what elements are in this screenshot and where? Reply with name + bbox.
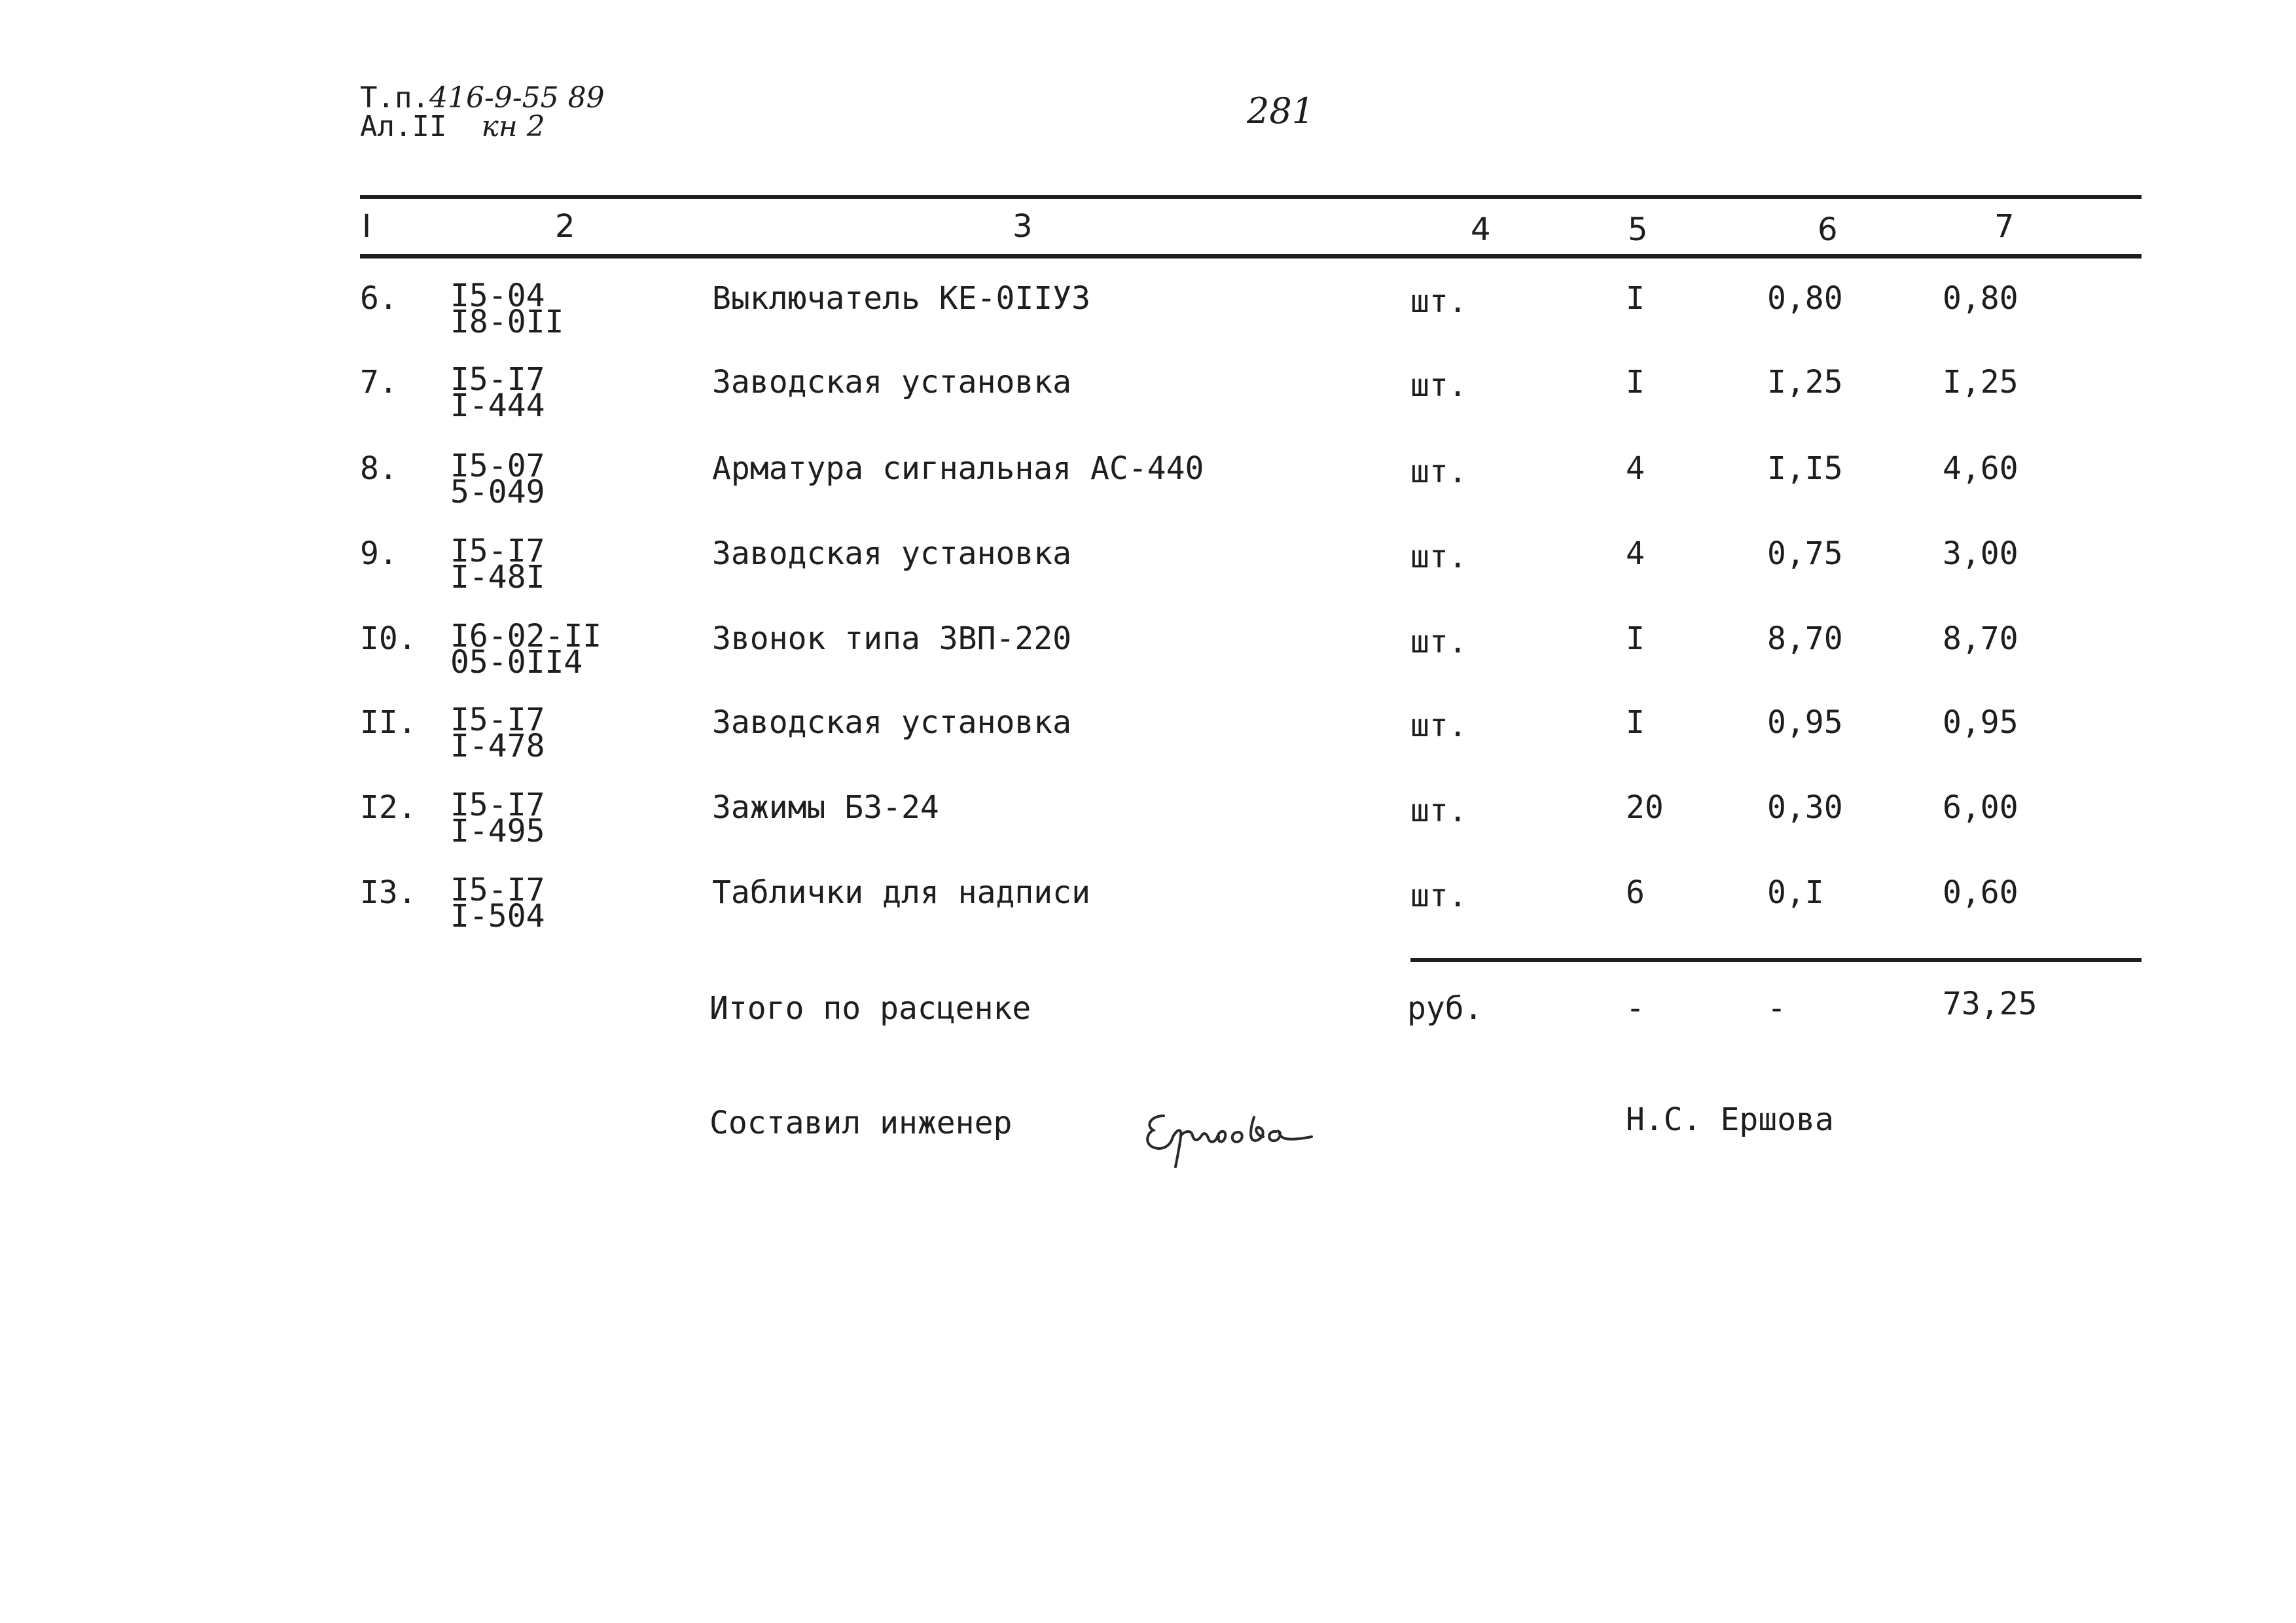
unit-price: 0,95 <box>1767 704 1843 741</box>
album-reference <box>360 110 545 143</box>
rate-code <box>450 618 602 681</box>
album-reference-handwritten: кн 2 <box>481 110 545 143</box>
rate-code-line-1: I5-07 <box>450 448 545 484</box>
rate-code <box>450 533 545 596</box>
column-header-6: 6 <box>1818 211 1838 248</box>
unit-price: 0,I <box>1767 874 1824 911</box>
doc-reference <box>360 81 605 115</box>
row-total: 3,00 <box>1943 535 2018 572</box>
item-name: Заводская установка <box>712 704 1072 741</box>
unit: шт. <box>1410 454 1467 490</box>
rate-code <box>450 277 564 340</box>
rate-code-line-2: I-444 <box>450 387 545 424</box>
rate-code-line-2: 5-049 <box>450 474 545 510</box>
rate-code <box>450 787 545 849</box>
quantity: I <box>1626 620 1645 657</box>
compiler-name: Н.С. Ершова <box>1626 1101 1834 1138</box>
total-separator-rule <box>1410 958 2142 962</box>
unit: шт. <box>1410 793 1467 829</box>
item-name: Выключатель КЕ-0IIУ3 <box>712 280 1090 317</box>
rate-code-line-2: I-504 <box>450 898 545 935</box>
row-total: I,25 <box>1943 364 2018 401</box>
row-number: II. <box>360 704 417 741</box>
column-header-3: 3 <box>1013 208 1033 245</box>
quantity: 4 <box>1626 450 1645 487</box>
rate-code-line-2: I-48I <box>450 559 545 596</box>
unit-price: 0,75 <box>1767 535 1843 572</box>
rate-code <box>450 448 545 510</box>
unit: шт. <box>1410 367 1467 404</box>
table-top-rule <box>360 195 2142 199</box>
unit: шт. <box>1410 878 1467 914</box>
rate-code-line-1: I5-04 <box>450 277 545 314</box>
header-bottom-rule <box>360 254 2142 259</box>
quantity: 20 <box>1626 789 1664 826</box>
item-name: Звонок типа ЗВП-220 <box>712 620 1072 657</box>
item-name: Заводская установка <box>712 535 1072 572</box>
row-number: 7. <box>360 364 398 401</box>
row-number: 6. <box>360 280 398 317</box>
column-header-5: 5 <box>1628 211 1648 248</box>
rate-code <box>450 361 545 424</box>
quantity: I <box>1626 364 1645 401</box>
row-number: I0. <box>360 620 417 657</box>
item-name: Заводская установка <box>712 364 1072 401</box>
rate-code <box>450 872 545 935</box>
compiled-by-label: Составил инженер <box>709 1105 1013 1141</box>
column-header-7: 7 <box>1994 208 2015 245</box>
column-header-4: 4 <box>1471 211 1491 248</box>
rate-code-line-1: I5-I7 <box>450 787 545 823</box>
rate-code-line-1: I5-I7 <box>450 361 545 398</box>
quantity: I <box>1626 704 1645 741</box>
row-number: I3. <box>360 874 417 911</box>
row-number: 9. <box>360 535 398 572</box>
signature <box>1139 1096 1316 1168</box>
unit-price: I,25 <box>1767 364 1843 401</box>
row-number: 8. <box>360 450 398 487</box>
row-number: I2. <box>360 789 417 826</box>
unit: шт. <box>1410 283 1467 320</box>
unit: шт. <box>1410 624 1467 660</box>
total-unit-price: - <box>1767 990 1786 1027</box>
row-total: 8,70 <box>1943 620 2018 657</box>
unit-price: 8,70 <box>1767 620 1843 657</box>
item-name: Зажимы БЗ-24 <box>712 789 939 826</box>
quantity: I <box>1626 280 1645 317</box>
row-total: 0,80 <box>1943 280 2018 317</box>
quantity: 4 <box>1626 535 1645 572</box>
total-unit: руб. <box>1407 990 1483 1027</box>
total-label: Итого по расценке <box>709 990 1031 1027</box>
unit: шт. <box>1410 539 1467 575</box>
doc-reference-handwritten: 416-9-55 89 <box>429 81 605 115</box>
item-name: Арматура сигнальная АС-440 <box>712 450 1204 487</box>
unit-price: 0,30 <box>1767 789 1843 826</box>
item-name: Таблички для надписи <box>712 874 1090 911</box>
unit-price: I,I5 <box>1767 450 1843 487</box>
rate-code-line-1: I5-I7 <box>450 533 545 569</box>
rate-code-line-1: I6-02-II <box>450 618 602 654</box>
quantity: 6 <box>1626 874 1645 911</box>
unit-price: 0,80 <box>1767 280 1843 317</box>
rate-code-line-2: I-495 <box>450 813 545 849</box>
row-total: 4,60 <box>1943 450 2018 487</box>
row-total: 0,95 <box>1943 704 2018 741</box>
rate-code-line-2: I-478 <box>450 728 545 764</box>
doc-reference-printed: Т.п. <box>360 81 429 115</box>
total-sum: 73,25 <box>1943 986 2037 1022</box>
album-reference-printed: Ал.II <box>360 110 447 143</box>
unit: шт. <box>1410 707 1467 744</box>
page-number: 281 <box>1247 90 1315 132</box>
rate-code-line-2: 05-0II4 <box>450 644 583 681</box>
column-header-2: 2 <box>555 208 575 245</box>
rate-code-line-1: I5-I7 <box>450 872 545 908</box>
row-total: 6,00 <box>1943 789 2018 826</box>
total-quantity: - <box>1626 990 1645 1027</box>
rate-code <box>450 702 545 764</box>
column-header-1: I <box>362 208 372 245</box>
rate-code-line-1: I5-I7 <box>450 702 545 738</box>
rate-code-line-2: I8-0II <box>450 304 564 340</box>
row-total: 0,60 <box>1943 874 2018 911</box>
